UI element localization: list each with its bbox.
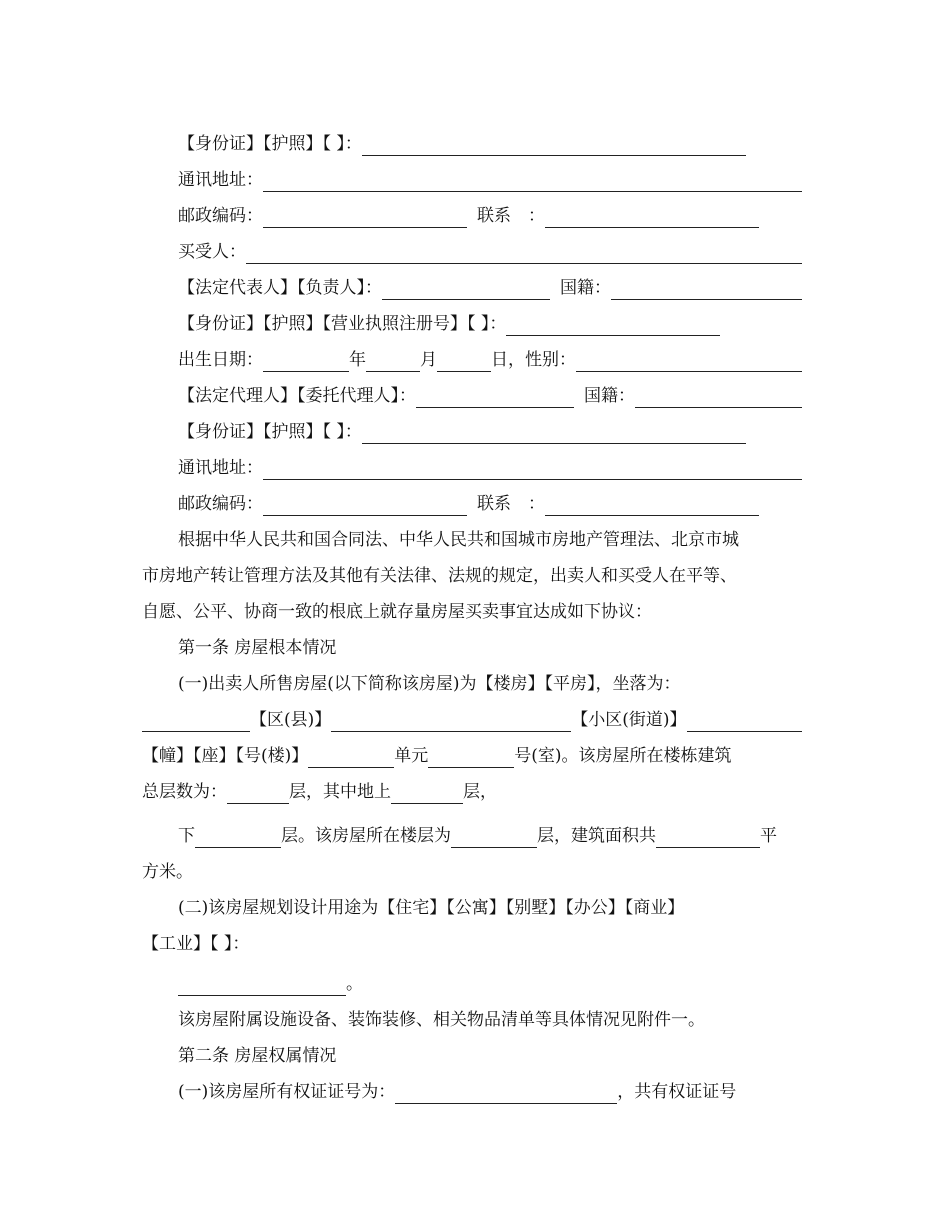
building-blank[interactable] (308, 743, 394, 768)
location-row (142, 702, 802, 738)
usage-period: 。 (346, 974, 363, 994)
seller-address-blank[interactable] (263, 167, 802, 192)
buyer-id-license-blank[interactable] (506, 311, 720, 336)
total-floors-row (142, 774, 802, 810)
ownership-cert-label: (一)该房屋所有权证证号为： (178, 1082, 396, 1102)
article2-title (142, 1038, 802, 1074)
floors-above-blank[interactable] (391, 779, 463, 804)
floors-above-label: 层，其中地上 (289, 782, 391, 802)
seller-contact-blank[interactable] (545, 203, 759, 228)
buyer-contact-label: 联系 ： (477, 494, 545, 514)
buyer-id-license-label: 【身份证】【护照】【营业执照注册号】【 】： (178, 314, 507, 334)
buyer-address-row (142, 450, 802, 486)
sqm-prefix: 平 (760, 826, 777, 846)
buyer-agent-label: 【法定代理人】【委托代理人】： (178, 386, 416, 406)
ownership-cert-row (142, 1074, 802, 1110)
unit-label: 单元 (394, 746, 429, 766)
buyer-agent-nationality-blank[interactable] (635, 383, 802, 408)
city-blank[interactable] (142, 707, 250, 732)
seller-id-blank[interactable] (362, 131, 746, 156)
preamble-text-3: 自愿、公平、协商一致的根底上就存量房屋买卖事宜达成如下协议： (142, 602, 652, 622)
co-ownership-cert-label: ，共有权证证号 (617, 1082, 737, 1102)
district-label: 【区(县)】 (250, 710, 332, 730)
seller-postal-row (142, 198, 802, 234)
buyer-birth-row (142, 342, 802, 378)
article1-title (142, 630, 802, 666)
building-label: 【幢】【座】【号(楼)】 (142, 746, 309, 766)
district-blank[interactable] (331, 707, 571, 732)
preamble-text-1: 根据中华人民共和国合同法、中华人民共和国城市房地产管理法、北京市城 (178, 530, 739, 550)
floor-located-blank[interactable] (451, 823, 537, 848)
buyer-postal-label: 邮政编码： (178, 494, 263, 514)
birth-month-blank[interactable] (366, 347, 420, 372)
seller-contact-label: 联系 ： (477, 206, 545, 226)
preamble-line-1 (142, 522, 802, 558)
building-row (142, 738, 802, 774)
floor-located-row (142, 818, 802, 854)
day-gender-label: 日，性别： (491, 350, 576, 370)
gender-blank[interactable] (576, 347, 802, 372)
total-floors-label: 总层数为： (142, 782, 227, 802)
preamble-text-2: 市房地产转让管理方法及其他有关法律、法规的规定，出卖人和买受人在平等、 (142, 566, 737, 586)
seller-id-label: 【身份证】【护照】【 】： (178, 134, 362, 154)
floor-located-label: 层。该房屋所在楼层为 (281, 826, 451, 846)
buyer-legal-rep-row (142, 270, 802, 306)
buyer-label: 买受人： (178, 242, 246, 262)
buyer-address-label: 通讯地址： (178, 458, 263, 478)
buyer-nationality-blank[interactable] (611, 275, 802, 300)
total-floors-blank[interactable] (227, 779, 289, 804)
buyer-contact-blank[interactable] (545, 491, 759, 516)
floor-suffix-label: 层， (463, 782, 497, 802)
area-blank[interactable] (656, 823, 760, 848)
sqm-row (142, 854, 802, 890)
buyer-id-license-row (142, 306, 802, 342)
attachment-note-row (142, 1002, 802, 1038)
birth-year-blank[interactable] (263, 347, 349, 372)
seller-address-row (142, 162, 802, 198)
buyer-nationality-label: 国籍： (560, 278, 611, 298)
community-label: 【小区(街道)】 (571, 710, 687, 730)
seller-postal-label: 邮政编码： (178, 206, 263, 226)
usage-other-blank[interactable] (178, 971, 346, 996)
buyer-agent-nationality-label: 国籍： (584, 386, 635, 406)
buyer-row (142, 234, 802, 270)
community-blank[interactable] (687, 707, 802, 732)
birth-day-blank[interactable] (437, 347, 491, 372)
room-label: 号(室)。该房屋所在楼栋建筑 (514, 746, 732, 766)
buyer-agent-blank[interactable] (416, 383, 574, 408)
seller-postal-blank[interactable] (263, 203, 467, 228)
sqm-suffix: 方米。 (142, 862, 193, 882)
unit-blank[interactable] (428, 743, 514, 768)
floors-below-blank[interactable] (195, 823, 281, 848)
article2-title-text: 第二条 房屋权属情况 (178, 1046, 337, 1066)
buyer-legal-rep-blank[interactable] (382, 275, 550, 300)
seller-address-label: 通讯地址： (178, 170, 263, 190)
buyer-name-blank[interactable] (246, 239, 802, 264)
buyer-agent-id-blank[interactable] (362, 419, 746, 444)
buyer-postal-row (142, 486, 802, 522)
buyer-agent-id-label: 【身份证】【护照】【 】： (178, 422, 362, 442)
year-label: 年 (349, 350, 366, 370)
buyer-agent-row (142, 378, 802, 414)
area-label: 层，建筑面积共 (537, 826, 656, 846)
usage-blank-row (142, 966, 802, 1002)
buyer-agent-id-row (142, 414, 802, 450)
item1-text: (一)出卖人所售房屋(以下简称该房屋)为【楼房】【平房】，坐落为： (178, 674, 681, 694)
usage-row-2 (142, 926, 802, 962)
article1-title-text: 第一条 房屋根本情况 (178, 638, 337, 658)
usage-text-1: (二)该房屋规划设计用途为【住宅】【公寓】【别墅】【办公】【商业】 (178, 898, 685, 918)
buyer-postal-blank[interactable] (263, 491, 467, 516)
ownership-cert-blank[interactable] (395, 1079, 617, 1104)
month-label: 月 (420, 350, 437, 370)
buyer-birth-label: 出生日期： (178, 350, 263, 370)
below-label: 下 (178, 826, 195, 846)
preamble-line-3 (142, 594, 802, 630)
attachment-note: 该房屋附属设施设备、装饰装修、相关物品清单等具体情况见附件一。 (178, 1010, 705, 1030)
usage-row-1 (142, 890, 802, 926)
buyer-legal-rep-label: 【法定代表人】【负责人】： (178, 278, 382, 298)
seller-id-row (142, 126, 802, 162)
usage-text-2: 【工业】【 】： (142, 934, 250, 954)
article1-item1-line1 (142, 666, 802, 702)
preamble-line-2 (142, 558, 802, 594)
buyer-address-blank[interactable] (263, 455, 802, 480)
